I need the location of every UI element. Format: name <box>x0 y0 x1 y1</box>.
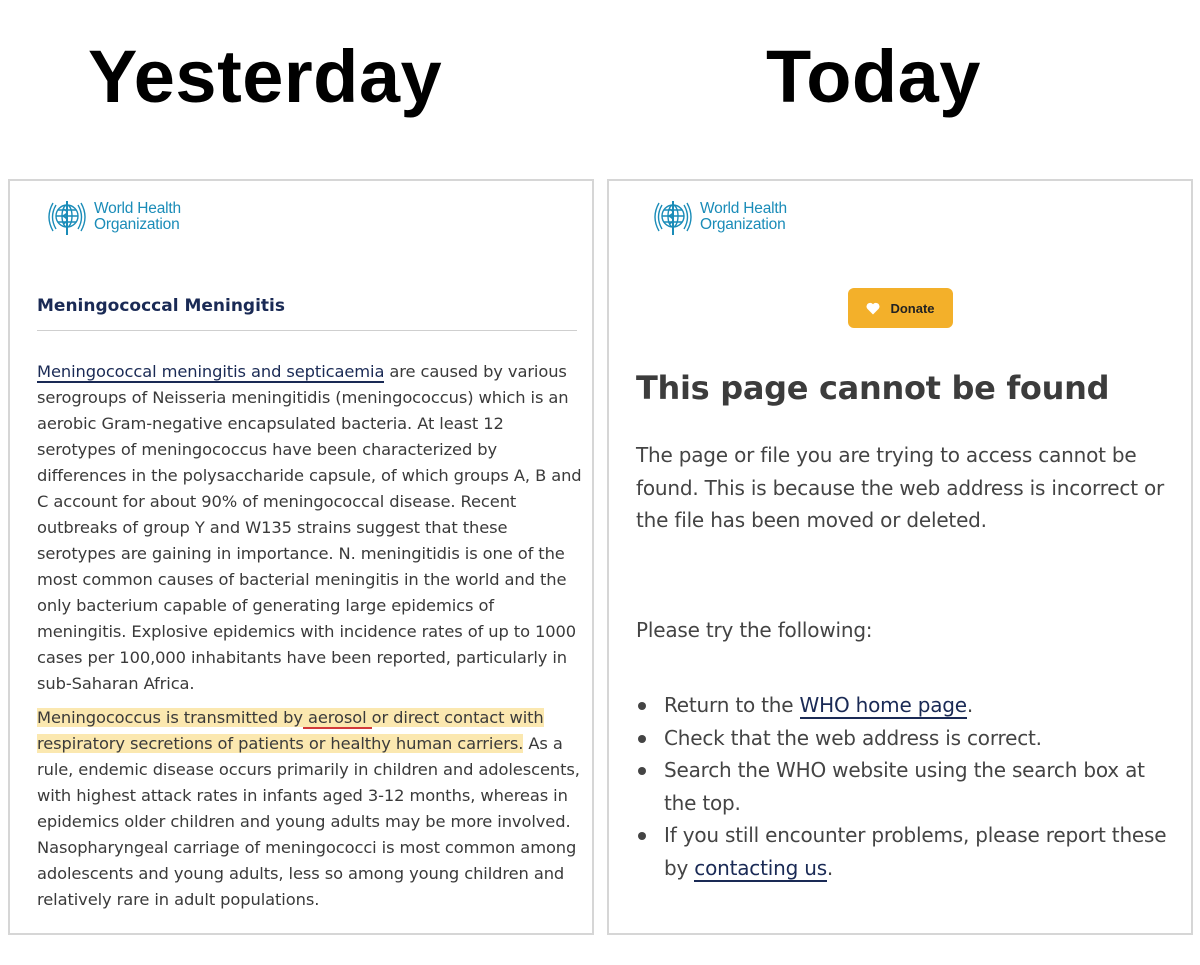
who-home-page-link[interactable]: WHO home page <box>799 693 967 717</box>
highlighted-transmission-text: Meningococcus is transmitted by aerosol or direct contact with respiratory secretions of patients or healthy human carriers. <box>37 708 544 753</box>
today-page-screenshot <box>607 179 1193 935</box>
donate-label: Donate <box>890 300 935 316</box>
who-emblem-icon <box>649 195 697 239</box>
paragraph-2 <box>37 705 587 913</box>
list-item: Return to the WHO home page. <box>636 689 1181 722</box>
aerosol-word: aerosol <box>302 708 372 727</box>
list-item: Search the WHO website using the search box at the top. <box>636 754 1181 819</box>
who-logo[interactable] <box>649 195 787 239</box>
yesterday-caption: Yesterday <box>88 35 443 118</box>
paragraph-1-text: are caused by various serogroups of Neisseria meningitidis (meningococcus) which is an aerobic Gram-negative encapsulated bacteria. At least 12 serotypes of meningococcus have been characterized by differences in the polysaccharide capsule, of which groups A, B and C account for about 90% of meningococcal disease. Recent outbreaks of group Y and W135 strains suggest that these serotypes are gaining in importance. N. meningitidis is one of the most common causes of bacterial meningitis in the world and the only bacterium capable of generating large epidemics of meningitis. Explosive epidemics with incidence rates of up to 1000 cases per 100,000 inhabitants have been reported, particularly in sub-Saharan Africa. <box>37 362 582 693</box>
who-emblem-icon <box>43 195 91 239</box>
today-caption: Today <box>766 35 981 118</box>
error-title: This page cannot be found <box>636 369 1110 407</box>
suggestion-list <box>636 689 1181 884</box>
who-logo-text: World Health Organization <box>700 200 787 233</box>
paragraph-2-text: As a rule, endemic disease occurs primarily in children and adolescents, with highest attack rates in infants aged 3-12 months, whereas in epidemics older children and young adults may be more involved. Nasopharyngeal carriage of meningococci is most common among adolescents and young adults, less so among young children and relatively rare in adult populations. <box>37 734 580 909</box>
heart-icon <box>866 302 880 315</box>
meningitis-septicaemia-link[interactable]: Meningococcal meningitis and septicaemia <box>37 362 385 381</box>
paragraph-1 <box>37 359 587 697</box>
title-divider <box>37 330 577 331</box>
yesterday-page-screenshot <box>8 179 594 935</box>
list-item: Check that the web address is correct. <box>636 722 1181 755</box>
contacting-us-link[interactable]: contacting us <box>694 855 827 880</box>
list-item: If you still encounter problems, please report these by contacting us. <box>636 819 1181 884</box>
who-logo-text: World Health Organization <box>94 200 181 233</box>
error-description: The page or file you are trying to access cannot be found. This is because the web address is incorrect or the file has been moved or deleted. <box>636 443 1165 532</box>
try-following-label: Please try the following: <box>636 618 873 642</box>
donate-button[interactable] <box>848 288 953 328</box>
who-logo[interactable] <box>43 195 181 239</box>
article-title: Meningococcal Meningitis <box>37 296 286 316</box>
